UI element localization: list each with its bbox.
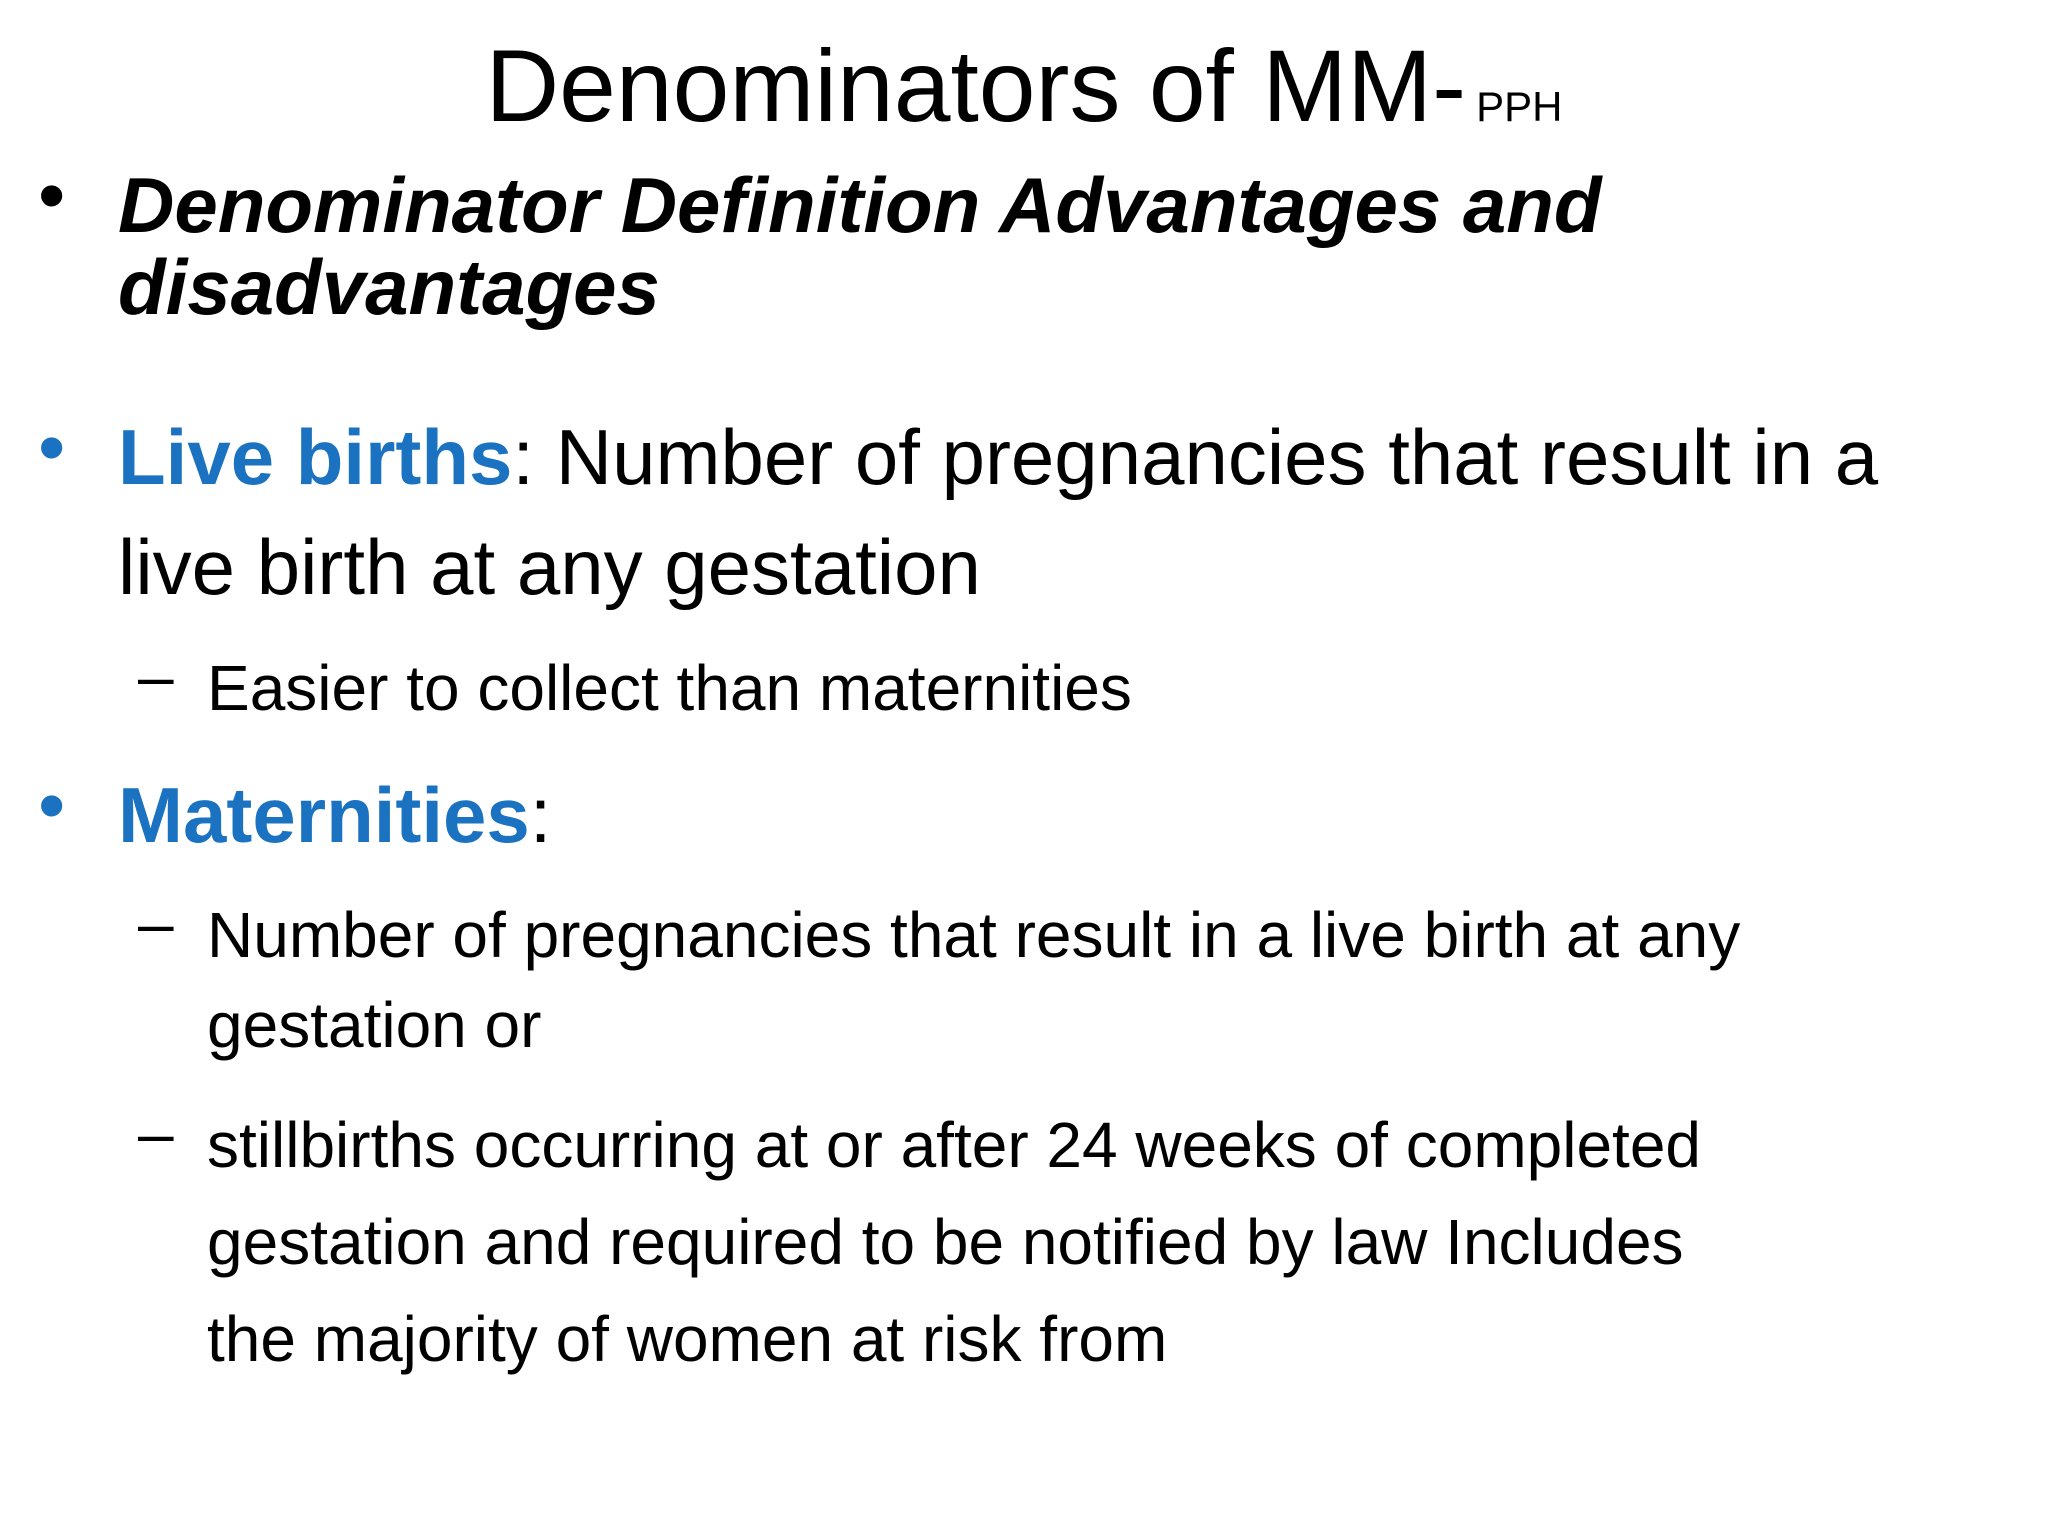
live-births-line-2: live birth at any gestation: [118, 523, 981, 611]
term-live-births: Live births: [118, 413, 513, 501]
dash-marker: –: [138, 887, 174, 959]
maternities-sub-1-line-2: gestation or: [207, 989, 542, 1061]
dash-marker: –: [138, 1097, 174, 1169]
title-subscript: PPH: [1476, 83, 1563, 130]
term-colon: :: [529, 771, 552, 859]
term-colon: :: [512, 413, 535, 501]
live-births-sub-1: Easier to collect than maternities: [207, 652, 1132, 724]
maternities-sub-1-line-1: Number of pregnancies that result in a live birth at any: [207, 899, 1741, 971]
maternities-sub-2-line-1: stillbirths occurring at or after 24 weeks of completed: [207, 1109, 1701, 1181]
bullet-dot: •: [38, 403, 66, 491]
maternities-line-1: [118, 760, 551, 870]
bullet-dot: •: [38, 761, 66, 849]
maternities-sub-2-line-3: the majority of women at risk from: [207, 1303, 1168, 1375]
bullet-dot: •: [38, 151, 66, 239]
dash-marker: –: [138, 640, 174, 712]
maternities-sub-2-line-2: gestation and required to be notified by law Includes: [207, 1206, 1684, 1278]
title-main: Denominators of MM-: [485, 29, 1467, 143]
heading-line-2: disadvantages: [118, 243, 660, 331]
term-maternities: Maternities: [118, 771, 530, 859]
slide-title: [0, 26, 2048, 167]
live-births-line-1: [118, 402, 1878, 512]
heading-line-1: Denominator Definition Advantages and: [118, 161, 1602, 249]
live-births-definition: Number of pregnancies that result in a: [534, 413, 1879, 501]
